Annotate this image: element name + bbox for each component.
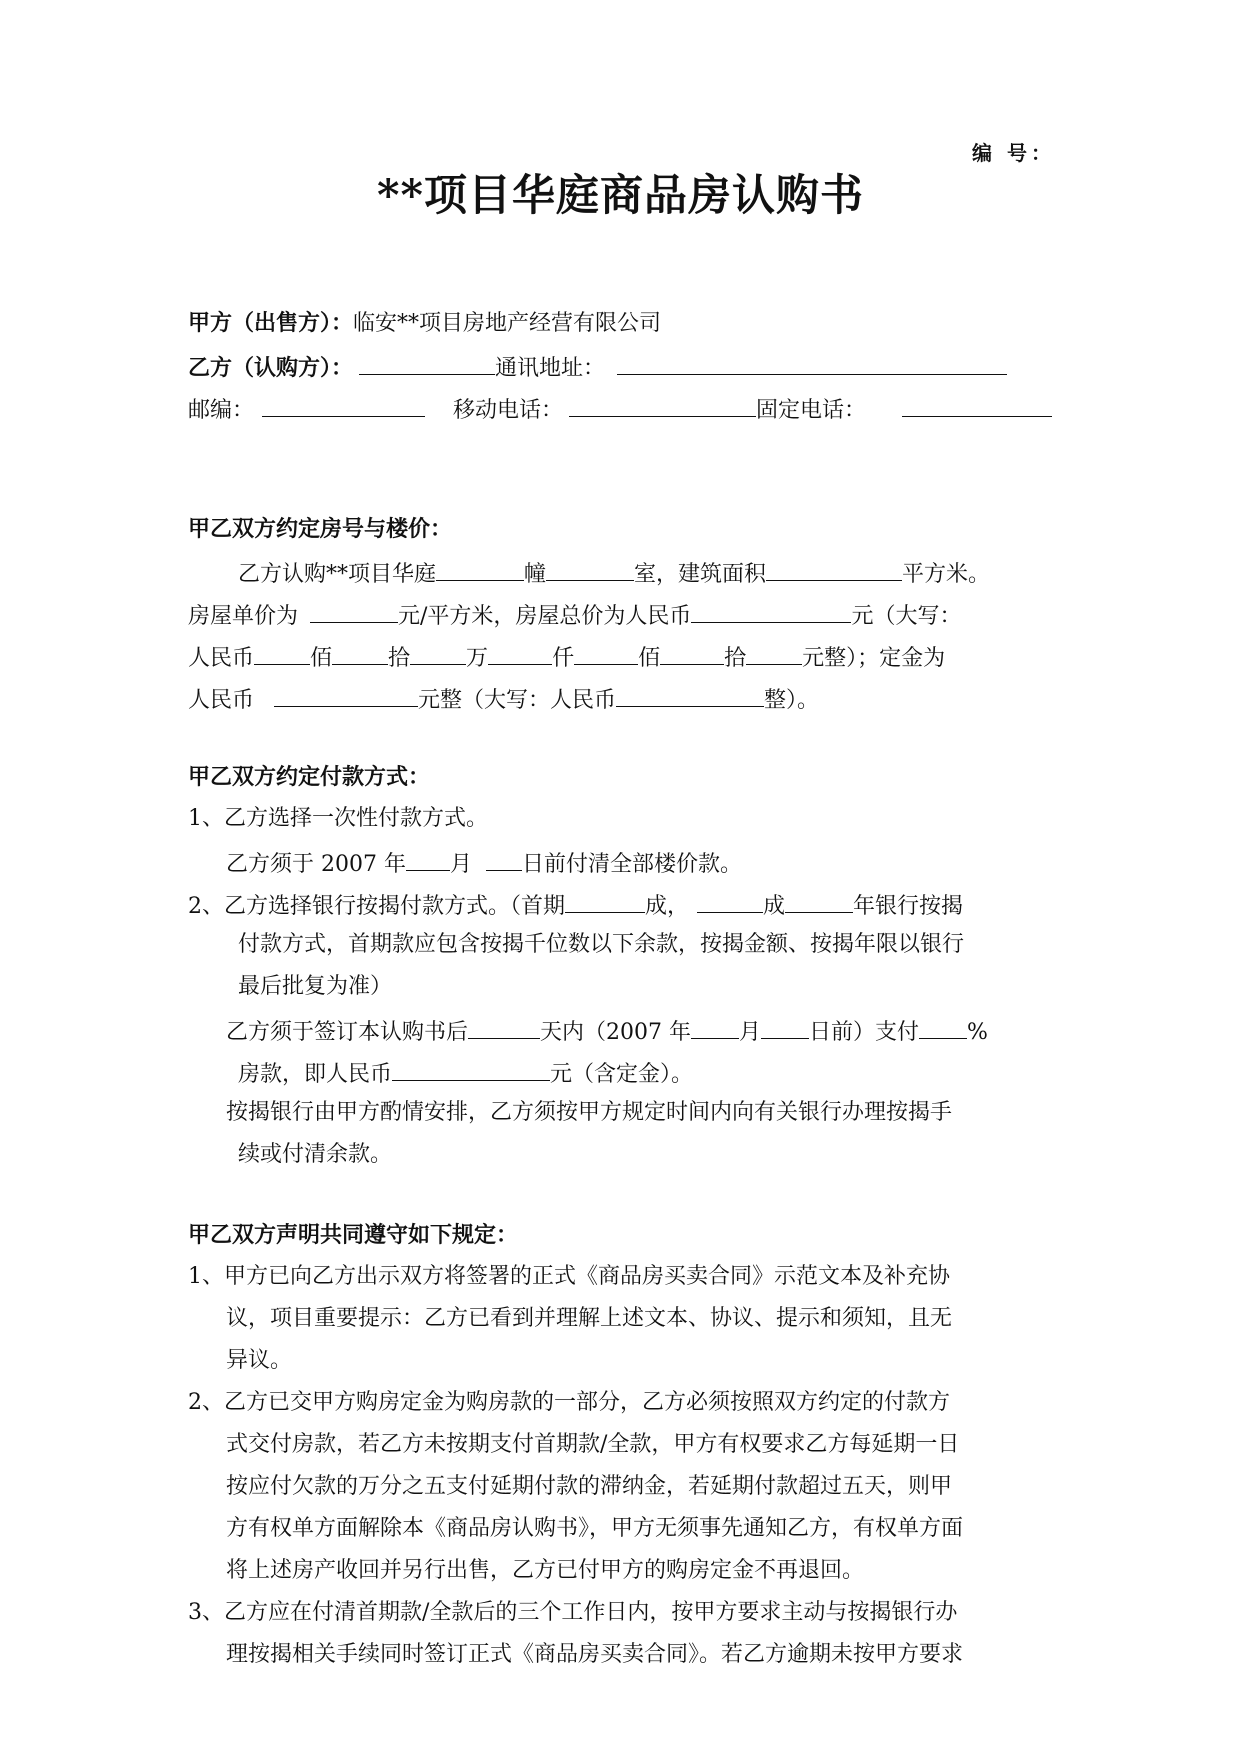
payment-item-1: 1、乙方选择一次性付款方式。 xyxy=(188,806,488,831)
party-a-line xyxy=(188,308,661,339)
payment-item-2-line2: 付款方式，首期款应包含按揭千位数以下余款，按揭金额、按揭年限以银行 xyxy=(238,932,965,957)
deposit-blank[interactable] xyxy=(274,682,418,707)
address-label: 通讯地址： xyxy=(495,356,606,381)
unit-price-blank[interactable] xyxy=(310,598,398,623)
payment-item-2-deadline xyxy=(226,1014,988,1048)
s2-text: 月 xyxy=(739,1020,762,1045)
party-b-label: 乙方（认购方）： xyxy=(188,355,354,381)
party-b-name-blank[interactable] xyxy=(359,350,495,375)
s1-text: 整）。 xyxy=(764,688,820,713)
section1-heading: 甲乙双方约定房号与楼价： xyxy=(188,516,453,542)
phone-blank[interactable] xyxy=(902,392,1052,417)
payment-bank-note-line1: 按揭银行由甲方酌情安排，乙方须按甲方规定时间内向有关银行办理按揭手 xyxy=(226,1100,953,1125)
page-title: **项目华庭商品房认购书 xyxy=(377,171,864,221)
postcode-label: 邮编： xyxy=(188,398,255,423)
party-a-name: 临安**项目房地产经营有限公司 xyxy=(353,311,662,336)
amount-blank[interactable] xyxy=(660,640,724,665)
s1-text: 佰 xyxy=(310,646,333,671)
rules-line: 按应付欠款的万分之五支付延期付款的滞纳金，若延期付款超过五天，则甲 xyxy=(226,1474,953,1499)
month-blank[interactable] xyxy=(691,1014,739,1039)
s1-text: 房屋单价为 xyxy=(188,604,299,629)
amount-blank[interactable] xyxy=(254,640,310,665)
s2-text: 乙方须于 2007 年 xyxy=(226,852,406,877)
s1-text: 元/平方米，房屋总价为人民币 xyxy=(398,604,692,629)
party-b-line xyxy=(188,350,1007,384)
s1-text: 人民币 xyxy=(188,646,255,671)
s1-text: 元整）；定金为 xyxy=(802,646,946,671)
document-number-label: 编 号： xyxy=(972,141,1055,165)
amount-blank[interactable] xyxy=(746,640,802,665)
payment-item-2-line3: 最后批复为准） xyxy=(238,974,393,999)
days-blank[interactable] xyxy=(468,1014,540,1039)
payment-item-2 xyxy=(188,888,963,922)
day-blank[interactable] xyxy=(761,1014,809,1039)
amount-blank[interactable] xyxy=(488,640,552,665)
s2-text: 年银行按揭 xyxy=(853,894,964,919)
section2-heading: 甲乙双方约定付款方式： xyxy=(188,764,431,790)
s1-text: 仟 xyxy=(552,646,575,671)
section1-line1 xyxy=(238,556,990,590)
s1-text: 幢 xyxy=(524,562,547,587)
s2-text: 元（含定金）。 xyxy=(550,1062,694,1087)
s1-text: 人民币 xyxy=(188,688,255,713)
amount-rmb-blank[interactable] xyxy=(392,1056,550,1081)
s2-text: 2、乙方选择银行按揭付款方式。（首期 xyxy=(188,894,565,919)
s1-text: 佰 xyxy=(638,646,661,671)
s2-text: 成， xyxy=(645,894,690,919)
s2-text: % xyxy=(967,1020,988,1045)
party-a-label: 甲方（出售方）： xyxy=(188,310,354,336)
s1-text: 平方米。 xyxy=(902,562,991,587)
s1-text: 室，建筑面积 xyxy=(634,562,767,587)
area-blank[interactable] xyxy=(766,556,902,581)
rules-line: 式交付房款，若乙方未按期支付首期款/全款，甲方有权要求乙方每延期一日 xyxy=(226,1432,960,1457)
mobile-label: 移动电话： xyxy=(453,398,564,423)
contact-line xyxy=(188,392,1052,426)
rules-line: 异议。 xyxy=(226,1348,293,1373)
s1-text: 万 xyxy=(466,646,489,671)
section3-heading: 甲乙双方声明共同遵守如下规定： xyxy=(188,1222,519,1248)
address-blank[interactable] xyxy=(617,350,1007,375)
amount-blank[interactable] xyxy=(410,640,466,665)
s2-text: 乙方须于签订本认购书后 xyxy=(226,1020,469,1045)
percent-blank[interactable] xyxy=(919,1014,967,1039)
rules-line: 方有权单方面解除本《商品房认购书》，甲方无须事先通知乙方，有权单方面 xyxy=(226,1516,964,1541)
section1-line3 xyxy=(188,640,945,674)
s2-text: 成 xyxy=(763,894,786,919)
payment-item-1-detail xyxy=(226,846,742,880)
s2-text: 日前）支付 xyxy=(809,1020,920,1045)
total-price-blank[interactable] xyxy=(691,598,851,623)
section1-line4 xyxy=(188,682,819,716)
s2-text: 日前付清全部楼价款。 xyxy=(522,852,743,877)
s1-text: 拾 xyxy=(388,646,411,671)
rules-line: 1、甲方已向乙方出示双方将签署的正式《商品房买卖合同》示范文本及补充协 xyxy=(188,1264,950,1289)
loan-ratio-blank[interactable] xyxy=(697,888,763,913)
loan-years-blank[interactable] xyxy=(785,888,853,913)
payment-bank-note-line2: 续或付清余款。 xyxy=(238,1142,393,1167)
rules-line: 3、乙方应在付清首期款/全款后的三个工作日内，按甲方要求主动与按揭银行办 xyxy=(188,1600,958,1625)
s1-text: 拾 xyxy=(724,646,747,671)
room-blank[interactable] xyxy=(546,556,634,581)
payment-item-2-amount xyxy=(238,1056,693,1090)
s1-text: 元整（大写：人民币 xyxy=(418,688,617,713)
amount-blank[interactable] xyxy=(574,640,638,665)
building-blank[interactable] xyxy=(436,556,524,581)
s2-text: 天内（2007 年 xyxy=(540,1020,691,1045)
deposit-words-blank[interactable] xyxy=(616,682,764,707)
phone-label: 固定电话： xyxy=(756,398,867,423)
s2-text: 月 xyxy=(449,852,472,877)
rules-line: 2、乙方已交甲方购房定金为购房款的一部分，乙方必须按照双方约定的付款方 xyxy=(188,1390,950,1415)
down-payment-blank[interactable] xyxy=(565,888,645,913)
s1-text: 乙方认购**项目华庭 xyxy=(238,562,437,587)
rules-line: 将上述房产收回并另行出售，乙方已付甲方的购房定金不再退回。 xyxy=(226,1558,865,1583)
section1-line2 xyxy=(188,598,961,632)
mobile-blank[interactable] xyxy=(569,392,756,417)
rules-line: 理按揭相关手续同时签订正式《商品房买卖合同》。若乙方逾期未按甲方要求 xyxy=(226,1642,964,1667)
amount-blank[interactable] xyxy=(332,640,388,665)
day-blank[interactable] xyxy=(486,846,522,871)
month-blank[interactable] xyxy=(406,846,450,871)
s1-text: 元（大写： xyxy=(851,604,962,629)
s2-text: 房款，即人民币 xyxy=(238,1062,393,1087)
postcode-blank[interactable] xyxy=(262,392,425,417)
rules-line: 议，项目重要提示：乙方已看到并理解上述文本、协议、提示和须知，且无 xyxy=(226,1306,953,1331)
